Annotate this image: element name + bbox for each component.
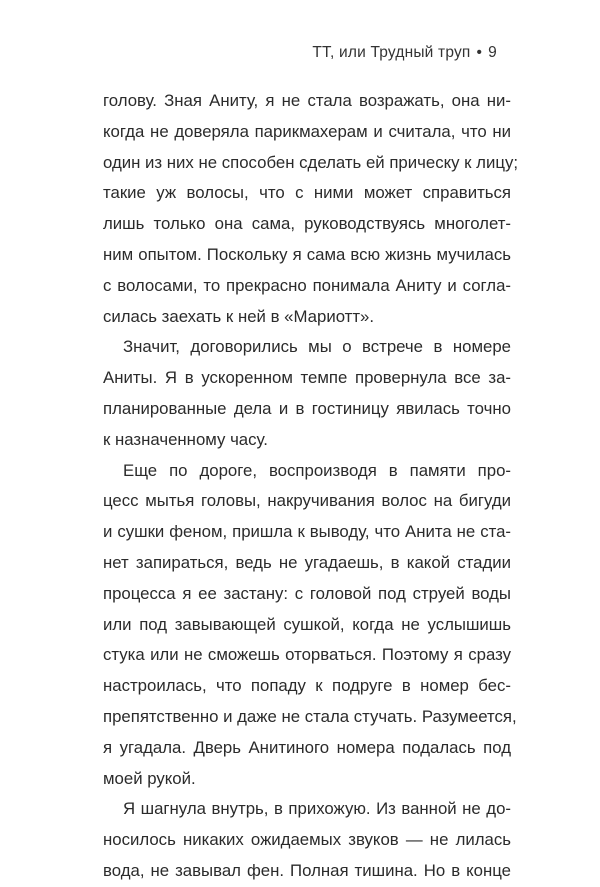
text-line: вода, не завывал фен. Полная тишина. Но в конце <box>103 860 511 880</box>
text-line: или под завывающей сушкой, когда не услышишь <box>103 614 511 634</box>
paragraph-4 <box>103 794 511 886</box>
text-line: один из них не способен сделать ей прическу к лицу; <box>103 152 519 172</box>
body-text <box>103 86 519 887</box>
text-line: я угадала. Дверь Анитиного номера подалась под <box>103 737 511 757</box>
text-line: лишь только она сама, руководствуясь многолет- <box>103 214 511 234</box>
text-line: такие уж волосы, что с ними может справиться <box>103 183 511 203</box>
text-line: и сушки феном, пришла к выводу, что Анита не ста- <box>103 522 511 542</box>
text-line: Еще по дороге, воспроизводя в памяти про- <box>123 460 511 480</box>
running-title: ТТ, или Трудный труп <box>312 44 471 61</box>
text-line: процесса я ее застану: с головой под струей воды <box>103 583 511 603</box>
text-line: настроилась, что попаду к подруге в номер бес- <box>103 676 511 696</box>
text-line: голову. Зная Аниту, я не стала возражать, она ни- <box>103 91 511 110</box>
text-line: цесс мытья головы, накручивания волос на бигуди <box>103 491 511 511</box>
text-line: когда не доверяла парикмахерам и считала, что ни <box>103 121 511 141</box>
text-line: планированные дела и в гостиницу явилась точно <box>103 398 511 418</box>
text-line: силась заехать к ней в «Мариотт». <box>103 306 375 326</box>
paragraph-2 <box>103 332 511 455</box>
text-line: препятственно и даже не стала стучать. Разумеется, <box>103 706 517 726</box>
paragraph-3 <box>103 456 517 795</box>
text-line: стука или не сможешь оторваться. Поэтому я сразу <box>103 645 511 665</box>
text-line: Аниты. Я в ускоренном темпе провернула все за- <box>103 368 511 388</box>
text-line: Значит, договорились мы о встрече в номере <box>123 337 511 357</box>
paragraph-1 <box>103 86 519 332</box>
text-line: с волосами, то прекрасно понимала Аниту и согла- <box>103 275 511 295</box>
header-separator: • <box>476 44 483 61</box>
text-line: Я шагнула внутрь, в прихожую. Из ванной не до- <box>123 799 511 819</box>
text-line: к назначенному часу. <box>103 429 268 449</box>
text-line: нет запираться, ведь не угадаешь, в какой стадии <box>103 552 511 572</box>
text-line: моей рукой. <box>103 768 196 788</box>
text-line: носилось никаких ожидаемых звуков — не лилась <box>103 830 511 850</box>
text-line: ним опытом. Поскольку я сама всю жизнь мучилась <box>103 244 511 264</box>
page-number: 9 <box>488 44 497 61</box>
running-head <box>312 44 497 62</box>
